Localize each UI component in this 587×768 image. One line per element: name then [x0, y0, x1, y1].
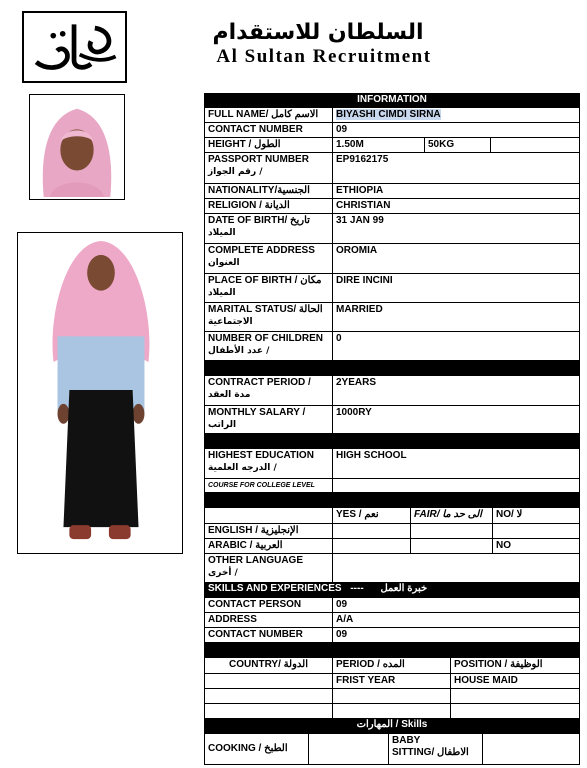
baby-sitting-value — [483, 734, 579, 765]
cooking-label: COOKING / الطبخ — [205, 734, 309, 765]
marital-label-ar: الاجتماعية — [208, 317, 253, 327]
skills-row — [205, 734, 579, 765]
arabic-label: ARABIC / العربية — [205, 539, 333, 553]
passport-label: PASSPORT NUMBER — [208, 154, 309, 165]
contract-row — [205, 376, 579, 406]
skills-experience-label: SKILLS AND EXPERIENCES — [208, 583, 342, 594]
nationality-row — [205, 184, 579, 199]
pob-label-ar: الميلاد — [208, 288, 236, 298]
candidate-info-form — [204, 93, 580, 765]
passport-label-ar: رقم الجواز / — [208, 167, 263, 177]
skills-experience-dash: ---- — [350, 583, 364, 594]
contact-person-row — [205, 598, 579, 613]
education-label: HIGHEST EDUCATION — [208, 450, 314, 461]
english-row — [205, 524, 579, 539]
contact-person-label: CONTACT PERSON — [205, 598, 333, 612]
children-value: 0 — [336, 333, 342, 344]
experience-country — [205, 674, 333, 688]
pob-label: PLACE OF BIRTH / مكان — [208, 275, 322, 286]
address-row — [205, 244, 579, 274]
salary-label-cell — [205, 406, 333, 433]
course-value-cell — [333, 479, 579, 492]
contact-number2-label: CONTACT NUMBER — [205, 628, 333, 642]
experience-position: HOUSE MAID — [454, 675, 518, 686]
separator-4 — [205, 643, 579, 658]
skills-experience-title — [205, 583, 579, 595]
contact-number-value: 09 — [336, 124, 348, 135]
height-value: 1.50M — [333, 138, 425, 152]
children-label-cell — [205, 332, 333, 360]
sultan-calligraphy-logo-icon — [24, 13, 125, 81]
arabic-no: NO — [496, 540, 511, 551]
experience-period-3 — [333, 704, 451, 718]
marital-row — [205, 303, 579, 332]
brand-english-name: Al Sultan Recruitment — [216, 46, 432, 67]
skills-experience-header — [205, 583, 579, 598]
education-value: HIGH SCHOOL — [336, 450, 407, 461]
salary-label-ar: الراتب — [208, 420, 237, 430]
lang-yes-header: YES / نعم — [333, 508, 411, 523]
english-yes — [333, 524, 411, 538]
course-note: COURSE FOR COLLEGE LEVEL — [205, 479, 333, 492]
english-label: ENGLISH / الإنجليزية — [205, 524, 333, 538]
course-row — [205, 479, 579, 493]
pob-row — [205, 274, 579, 303]
salary-label: MONTHLY SALARY / — [208, 407, 306, 418]
info-header-row — [205, 94, 579, 108]
other-language-value — [333, 554, 579, 582]
pob-value: DIRE INCINI — [336, 275, 393, 286]
full-name-value: BIYASHI CIMDI SIRNA — [336, 109, 441, 120]
period-header: PERIOD / المده — [333, 658, 451, 673]
children-label: NUMBER OF CHILDREN — [208, 333, 323, 344]
children-row — [205, 332, 579, 361]
height-label: HEIGHT / الطول — [205, 138, 333, 152]
dob-label: DATE OF BIRTH/ تاريخ — [208, 215, 310, 226]
experience-country-3 — [205, 704, 333, 718]
other-language-label-ar: أخرى / — [208, 568, 238, 578]
company-logo — [22, 11, 127, 83]
baby-label-2: SITTING/ الاطفال — [392, 747, 469, 758]
salary-value: 1000RY — [336, 407, 372, 418]
dob-value: 31 JAN 99 — [336, 215, 384, 226]
other-language-label-cell — [205, 554, 333, 582]
separator-3 — [205, 493, 579, 508]
contract-label-ar: مدة العقد — [208, 390, 251, 400]
experience-row-1 — [205, 674, 579, 689]
height-row — [205, 138, 579, 153]
separator-1 — [205, 361, 579, 376]
full-name-cell — [333, 108, 579, 122]
english-fair — [411, 524, 493, 538]
separator-2 — [205, 434, 579, 449]
religion-value: CHRISTIAN — [336, 200, 391, 211]
english-no — [493, 524, 579, 538]
religion-label: RELIGION / الديانة — [205, 199, 333, 213]
position-header: POSITION / الوظيفة — [454, 659, 543, 670]
marital-label-cell — [205, 303, 333, 331]
dob-label-cell — [205, 214, 333, 243]
lang-no-header: NO/ لا — [496, 509, 523, 520]
passport-label-cell — [205, 153, 333, 183]
other-language-row — [205, 554, 579, 583]
country-header: COUNTRY/ الدولة — [205, 658, 333, 673]
education-label-cell — [205, 449, 333, 478]
lang-fair-header: FAIR/ الى حد ما — [411, 508, 493, 523]
experience-country-2 — [205, 689, 333, 703]
cooking-value — [309, 734, 389, 765]
language-header-blank — [205, 508, 333, 523]
dob-row — [205, 214, 579, 244]
language-header-row — [205, 508, 579, 524]
address-label: COMPLETE ADDRESS — [208, 245, 315, 256]
address-label-ar: العنوان — [208, 258, 240, 268]
arabic-yes — [333, 539, 411, 553]
experience-row-3 — [205, 704, 579, 719]
children-label-ar: عدد الأطفال / — [208, 346, 270, 356]
contract-label: CONTRACT PERIOD / — [208, 377, 311, 388]
arabic-fair — [411, 539, 493, 553]
other-language-label: OTHER LANGUAGE — [208, 555, 303, 566]
passport-row — [205, 153, 579, 184]
salary-row — [205, 406, 579, 434]
experience-row-2 — [205, 689, 579, 704]
full-name-label: FULL NAME/ الاسم كامل — [205, 108, 333, 122]
nationality-value: ETHIOPIA — [336, 185, 384, 196]
contact-number2-value: 09 — [336, 629, 348, 640]
address-value: OROMIA — [336, 245, 378, 256]
skills-header-row — [205, 719, 579, 734]
baby-label: BABY — [392, 735, 421, 746]
marital-value: MARRIED — [336, 304, 383, 315]
contact-number-row — [205, 123, 579, 138]
experience-position-3 — [451, 704, 579, 718]
address2-label: ADDRESS — [205, 613, 333, 627]
baby-sitting-label-cell — [389, 734, 483, 765]
weight-value: 50KG — [425, 138, 491, 152]
contact-number-label: CONTACT NUMBER — [205, 123, 333, 137]
skills-experience-label-ar: خبرة العمل — [380, 583, 428, 594]
experience-header-row — [205, 658, 579, 674]
experience-position-2 — [451, 689, 579, 703]
address2-row — [205, 613, 579, 628]
portrait-photo — [29, 94, 125, 200]
nationality-label: NATIONALITY/الجنسية — [205, 184, 333, 198]
experience-period: FRIST YEAR — [333, 674, 451, 688]
dob-label-ar: الميلاد — [208, 228, 236, 238]
height-extra-cell — [491, 138, 579, 152]
experience-period-2 — [333, 689, 451, 703]
contract-label-cell — [205, 376, 333, 405]
address2-value: A/A — [336, 614, 354, 625]
skills-header: المهارات / Skills — [356, 719, 428, 730]
info-header: INFORMATION — [357, 94, 427, 105]
contact-person-value: 09 — [336, 599, 348, 610]
marital-label: MARITAL STATUS/ الحالة — [208, 304, 323, 315]
full-name-row — [205, 108, 579, 123]
pob-label-cell — [205, 274, 333, 302]
brand-arabic-name: السلطان للاستقدام — [212, 20, 424, 45]
arabic-row — [205, 539, 579, 554]
contact-number2-row — [205, 628, 579, 643]
education-row — [205, 449, 579, 479]
full-body-photo — [17, 232, 183, 554]
passport-value: EP9162175 — [336, 154, 389, 165]
religion-row — [205, 199, 579, 214]
address-label-cell — [205, 244, 333, 273]
education-label-ar: الدرجه العلمية / — [208, 463, 277, 473]
contract-value: 2YEARS — [336, 377, 377, 388]
